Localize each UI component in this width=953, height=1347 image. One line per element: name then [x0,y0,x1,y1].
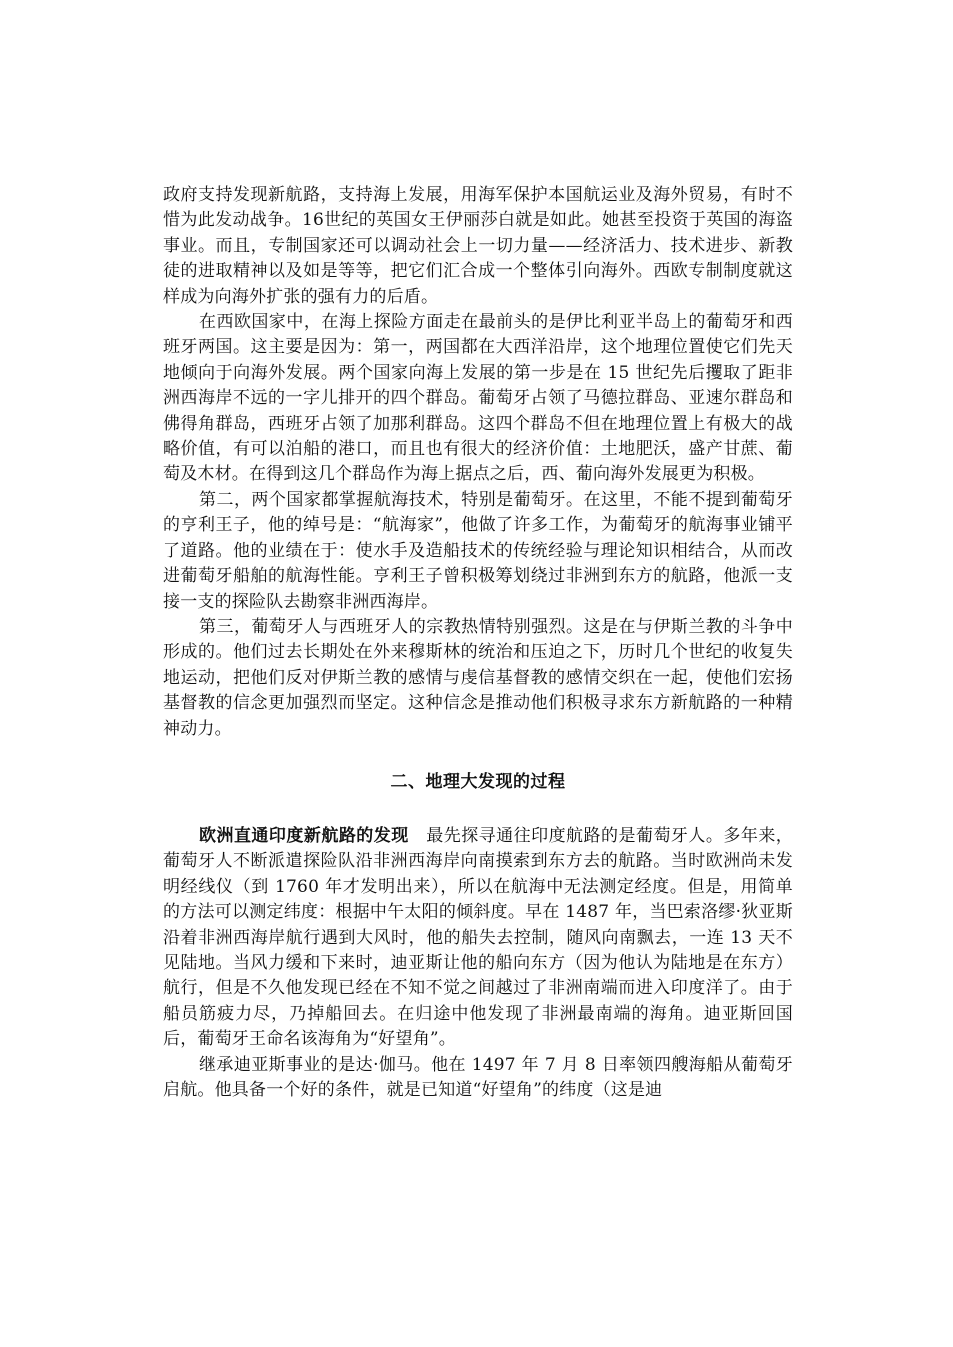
paragraph-da-gama: 继承迪亚斯事业的是达·伽马。他在 1497 年 7 月 8 日率领四艘海船从葡萄牙启航。他具备一个好的条件，就是已知道“好望角”的纬度（这是迪 [163,1054,793,1100]
paragraph-religious-zeal: 第三，葡萄牙人与西班牙人的宗教热情特别强烈。这是在与伊斯兰教的斗争中形成的。他们过去长期处在外来穆斯林的统治和压迫之下，历时几个世纪的收复失地运动，把他们反对伊斯兰教的感情与虔信基督教的感情交织在一起，使他们宏扬基督教的信念更加强烈而坚定。这种信念是推动他们积极寻求东方新航路的一种精神动力。 [163,616,793,739]
subsection-spacer [409,826,426,846]
paragraph-iberian-pioneers: 在西欧国家中，在海上探险方面走在最前头的是伊比利亚半岛上的葡萄牙和西班牙两国。这主要是因为：第一，两国都在大西洋沿岸，这个地理位置使它们先天地倾向于向海外发展。两个国家向海上发展的第一步是在 15 世纪先后攫取了距非洲西海岸不远的一字儿排开的四个群岛。葡萄牙占领了马德拉群岛、亚速尔群岛和佛得角群岛，西班牙占领了加那利群岛。这四个群岛不但在地理位置上有极大的战略价值，有可以泊船的港口，而且也有很大的经济价值：土地肥沃，盛产甘蔗、葡萄及木材。在得到这几个群岛作为海上据点之后，西、葡向海外发展更为积极。 [163,312,793,485]
paragraph-india-route [163,824,793,1053]
paragraph-continuation: 政府支持发现新航路，支持海上发展，用海军保护本国航运业及海外贸易，有时不惜为此发动战争。16世纪的英国女王伊丽莎白就是如此。她甚至投资于英国的海盗事业。而且，专制国家还可以调动社会上一切力量——经济活力、技术进步、新教徒的进取精神以及如是等等，把它们汇合成一个整体引向海外。西欧专制制度就这样成为向海外扩张的强有力的后盾。 [163,185,793,307]
paragraph-navigation-technology: 第二，两个国家都掌握航海技术，特别是葡萄牙。在这里，不能不提到葡萄牙的亨利王子，他的绰号是：“航海家”，他做了许多工作，为葡萄牙的航海事业铺平了道路。他的业绩在于：使水手及造船技术的传统经验与理论知识相结合，从而改进葡萄牙船舶的航海性能。亨利王子曾积极筹划绕过非洲到东方的航路，他派一支接一支的探险队去勘察非洲西海岸。 [163,489,793,612]
section-heading: 二、地理大发现的过程 [390,771,566,792]
subsection-title: 欧洲直通印度新航路的发现 [199,825,409,846]
subsection-text: 最先探寻通往印度航路的是葡萄牙人。多年来，葡萄牙人不断派遣探险队沿非洲西海岸向南摸索到东方去的航路。当时欧洲尚未发明经线仪（到 1760 年才发明出来），所以在航海中无法测定经度。但是，用简单的方法可以测定纬度：根据中午太阳的倾斜度。早在 1487 年，当巴索洛缪·狄亚斯沿着非洲西海岸航行遇到大风时，他的船失去控制，随风向南飘去，一连 13 天不见陆地。当风力缓和下来时，迪亚斯让他的船向东方（因为他认为陆地是在东方）航行，但是不久他发现已经在不知不觉之间越过了非洲南端而进入印度洋了。由于船员筋疲力尽，乃掉船回去。在归途中他发现了非洲最南端的海角。迪亚斯回国后，葡萄牙王命名该海角为“好望角”。 [163,825,794,1050]
document-page [163,183,793,1103]
